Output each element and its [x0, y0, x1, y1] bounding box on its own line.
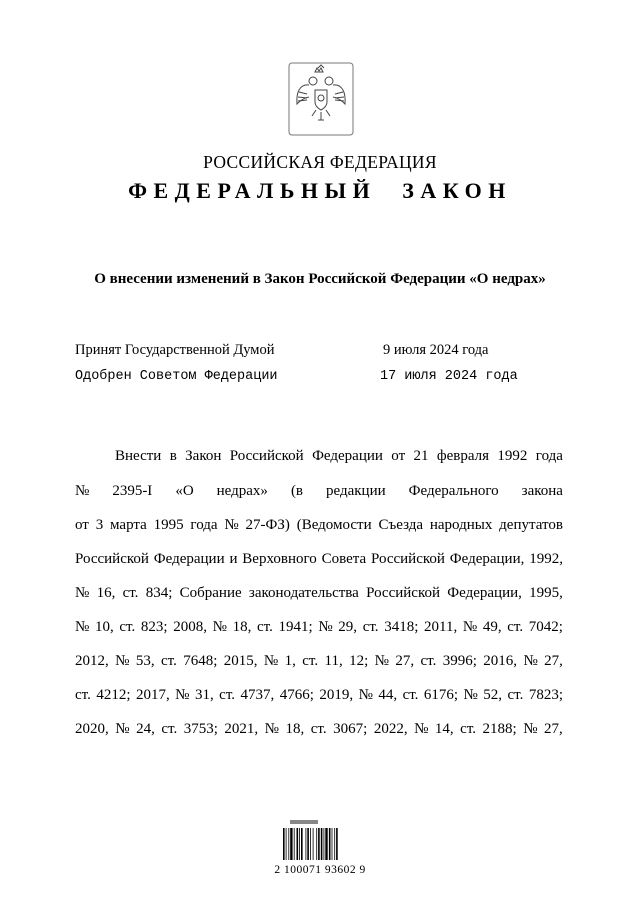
- body-line: 2020, № 24, ст. 3753; 2021, № 18, ст. 3067; 2022, № 14, ст. 2188; № 27,: [75, 721, 563, 737]
- duma-adoption-label: Принят Государственной Думой: [75, 342, 275, 358]
- country-name: РОССИЙСКАЯ ФЕДЕРАЦИЯ: [203, 152, 437, 172]
- body-line: ст. 4212; 2017, № 31, ст. 4737, 4766; 2019, № 44, ст. 6176; № 52, ст. 7823;: [75, 687, 563, 703]
- barcode-number: 2 100071 93602 9: [274, 864, 366, 876]
- body-line: № 10, ст. 823; 2008, № 18, ст. 1941; № 29, ст. 3418; 2011, № 49, ст. 7042;: [75, 619, 563, 635]
- russian-coat-of-arms-icon: [288, 62, 354, 136]
- council-approval-date: 17 июля 2024 года: [380, 369, 518, 384]
- body-line: № 16, ст. 834; Собрание законодательства Российской Федерации, 1995,: [75, 585, 563, 601]
- body-line: 2012, № 53, ст. 7648; 2015, № 1, ст. 11, 12; № 27, ст. 3996; 2016, № 27,: [75, 653, 563, 669]
- law-title: О внесении изменений в Закон Российской Федерации «О недрах»: [94, 271, 546, 287]
- document-type: ФЕДЕРАЛЬНЫЙ ЗАКОН: [128, 178, 512, 203]
- duma-adoption-date: 9 июля 2024 года: [383, 342, 489, 358]
- body-line: Российской Федерации и Верховного Совета Российской Федерации, 1992,: [75, 551, 563, 567]
- council-approval-label: Одобрен Советом Федерации: [75, 369, 278, 384]
- body-line: от 3 марта 1995 года № 27-ФЗ) (Ведомости Съезда народных депутатов: [75, 517, 563, 533]
- body-line: № 2395-I «О недрах» (в редакции Федерального закона: [75, 483, 563, 499]
- barcode: [282, 818, 358, 860]
- body-line: Внести в Закон Российской Федерации от 21 февраля 1992 года: [115, 448, 563, 464]
